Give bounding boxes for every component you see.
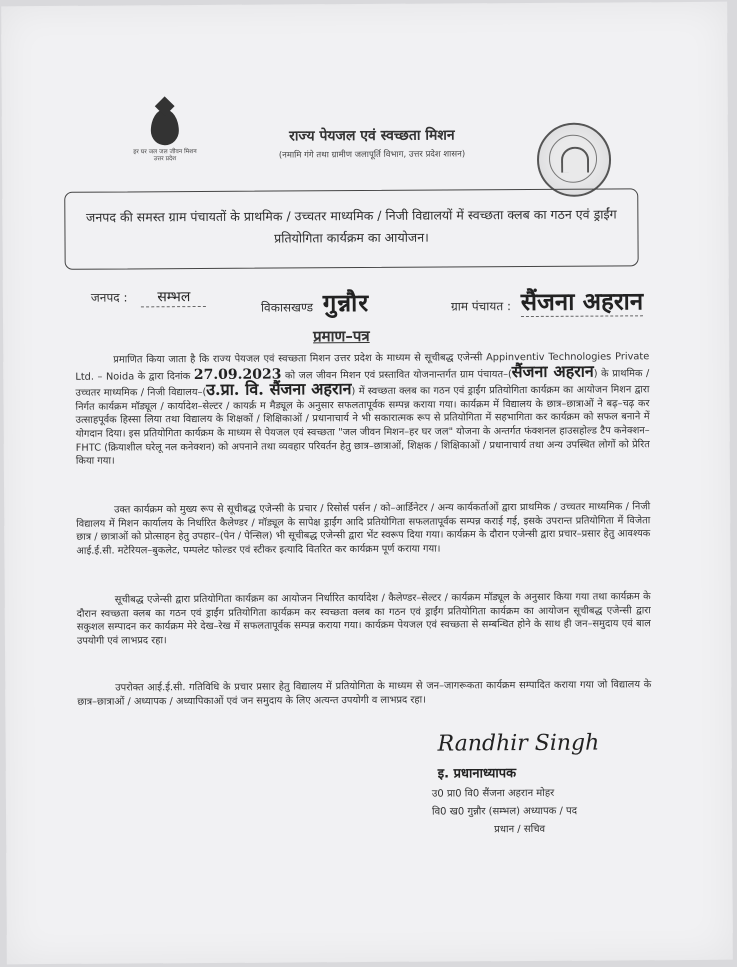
org-subtitle: (नमामि गंगे तथा ग्रामीण जलापूर्ति विभाग, उत्तर प्रदेश शासन) [278,149,466,161]
district-value: सम्भल [141,287,206,307]
p1-part-a: प्रमाणित किया जाता है कि राज्य पेयजल एवं स्वच्छता मिशन उत्तर प्रदेश के माध्यम से सूचीबद्ध एजेन्सी Appinventiv Technologies Private Ltd. – Noida के द्वारा दिनांक [75,351,650,383]
p2-text: उक्त कार्यक्रम को मुख्य रूप से सूचीबद्ध एजेन्सी के प्रचार / रिसोर्स पर्सन / को–आर्डिनेटर / अन्य कार्यकर्ताओं द्वारा प्राथमिक / उच्चतर माध्यमिक / निजी विद्यालय में मिशन कार्यालय के निर्धारित कैलेण्डर / मॉड्यूल के सापेक्ष ड्राईंग आदि प्रतियोगिता सफलतापूर्वक सम्पन्न कराई गई, इसके उपरान्त प्रतियोगिता में विजेता छात्र / छात्राओं को प्रोत्साहन हेतु उपहार–(पेन / पेन्सिल) भी सूचीबद्ध एजेन्सी द्वारा भेंट स्वरूप दिया गया। कार्यक्रम के दौरान एजेन्सी द्वारा प्रचार–प्रसार हेतु आवश्यक आई.ई.सी. मटेरियल–बुकलेट, पम्पलेट फोल्डर एवं स्टीकर इत्यादि वितरित कर कार्यक्रम पूर्ण कराया गया। [76,501,651,557]
paragraph-2 [76,500,650,558]
certificate-page [1,2,733,964]
header [212,125,532,161]
district-field [91,287,207,308]
org-title: राज्य पेयजल एवं स्वच्छता मिशन [289,127,455,145]
block-value: गुन्नौर [322,287,370,318]
seal-emblem [561,147,589,173]
headmaster-signature: Randhir Singh [437,730,600,757]
p1-part-b: को जल जीवन मिशन एवं प्रस्तावित योजनान्तर्गत ग्राम पंचायत–( [284,368,512,382]
district-label: जनपद : [90,290,128,305]
stamp-line-1: उ0 प्रा0 वि0 सैंजना अहरान मोहर [431,787,555,800]
school-stamp [432,785,577,840]
program-subject-box: जनपद की समस्त ग्राम पंचायतों के प्राथमिक / उच्चतर माध्यमिक / निजी विद्यालयों में स्वच्छता क्लब का गठन एवं ड्राईंग प्रतियोगिता कार्यक्रम का आयोजन। [64,188,638,270]
signatory-title: इ. प्रधानाध्यापक [437,766,517,782]
up-government-seal-icon [537,123,611,197]
p1-part-d: ) में स्वच्छता क्लब का गठन एवं ड्राईंग प्रतियोगिता कार्यक्रम का आयोजन मिशन द्वारा निर्गत कार्यक्रम मॉड्यूल / कार्यादेश–सेल्टर / कायर्क्र म मैड्यूल के अनुसार सफलतापूर्वक सम्पन्न कराया गया। कार्यक्रम में विद्यालय के छात्र–छात्राओं ने बढ़–चढ़ कर उत्साहपूर्वक हिस्सा लिया तथा विद्यालय के शिक्षकों / शिक्षिकाओं / प्रधानाचार्य ने भी सकारात्मक रूप से प्रतियोगिता में सहभागिता कर कार्यक्रम को सफल बनाने में योगदान दिया। इस प्रतियोगिता कार्यक्रम के माध्यम से पेयजल एवं स्वच्छता "जल जीवन मिशन–हर घर जल" योजना के अन्तर्गत फंक्शनल हाउसहोल्ड टैप कनेक्शन–FHTC (क्रियाशील घरेलू नल कनेक्शन) को अपनाने तथा व्यवहार परिवर्तन हेतु छात्र–छात्राओं, शिक्षक / शिक्षिकाओं / प्रधानाचार्य तथा अन्य उपस्थित लोगों को प्रेरित किया गया। [75,384,650,467]
p3-text: सूचीबद्ध एजेन्सी द्वारा प्रतियोगिता कार्यक्रम का आयोजन निर्धारित कार्यादेश / कैलेण्डर–सेल्टर / कार्यक्रम मॉड्यूल के अनुसार किया गया तथा कार्यक्रम के दौरान स्वच्छता क्लब का गठन एवं ड्राईंग प्रतियोगिता कार्यक्रम कर स्वच्छता क्लब का गठन एवं ड्राईंग प्रतियोगिता कार्यक्रम का आयोजन सूचीबद्ध एजेन्सी द्वारा सकुशल सम्पादन कर कार्यक्रम मेरे देख–रेख में सफलतापूर्वक सम्पन्न कराया गया। कार्यक्रम पेयजल एवं स्वच्छता से सम्बन्धित होने के साथ ही जन–समुदाय एवं बाल उपयोगी एवं लाभप्रद रहा। [76,591,651,647]
school-name: उ.प्रा. वि. सैंजना अहरान [206,379,352,400]
block-label: विकासखण्ड [260,300,314,315]
paragraph-4 [77,678,651,709]
logo-caption: हर घर जल जल जीवन मिशन उत्तर प्रदेश [133,148,197,163]
stamp-line-2: वि0 ख0 गुन्नौर (सम्भल) अध्यापक / पद [431,805,578,818]
stamp-line-3: प्रधान / सचिव [494,823,546,836]
water-drop-icon [151,109,179,145]
certificate-title: प्रमाण–पत्र [313,326,370,346]
p1-part-c: ) के प्राथमिक / उच्चतर माध्यमिक / निजी विद्यालय–( [75,367,650,399]
p4-text: उपरोक्त आई.ई.सी. गतिविधि के प्रचार प्रसार हेतु विद्यालय में प्रतियोगिता के माध्यम से जन–जागरूकता कार्यक्रम सम्पादित कराया गया जो विद्यालय के छात्र–छात्राओं / अध्यापक / अध्यापिकाओं एवं जन समुदाय के लिए अत्यन्त उपयोगी व लाभप्रद रहा। [77,679,652,708]
panchayat-label: ग्राम पंचायत : [450,299,512,314]
paragraph-3 [77,590,651,648]
gram-panchayat-name: सैंजना अहरान [511,361,594,381]
panchayat-value: सैंजना अहरान [520,286,644,317]
program-date: 27.09.2023 [193,366,282,383]
paragraph-1 [75,350,650,468]
block-field [261,286,369,320]
panchayat-field [451,284,643,318]
jal-jeevan-mission-logo [130,109,200,162]
